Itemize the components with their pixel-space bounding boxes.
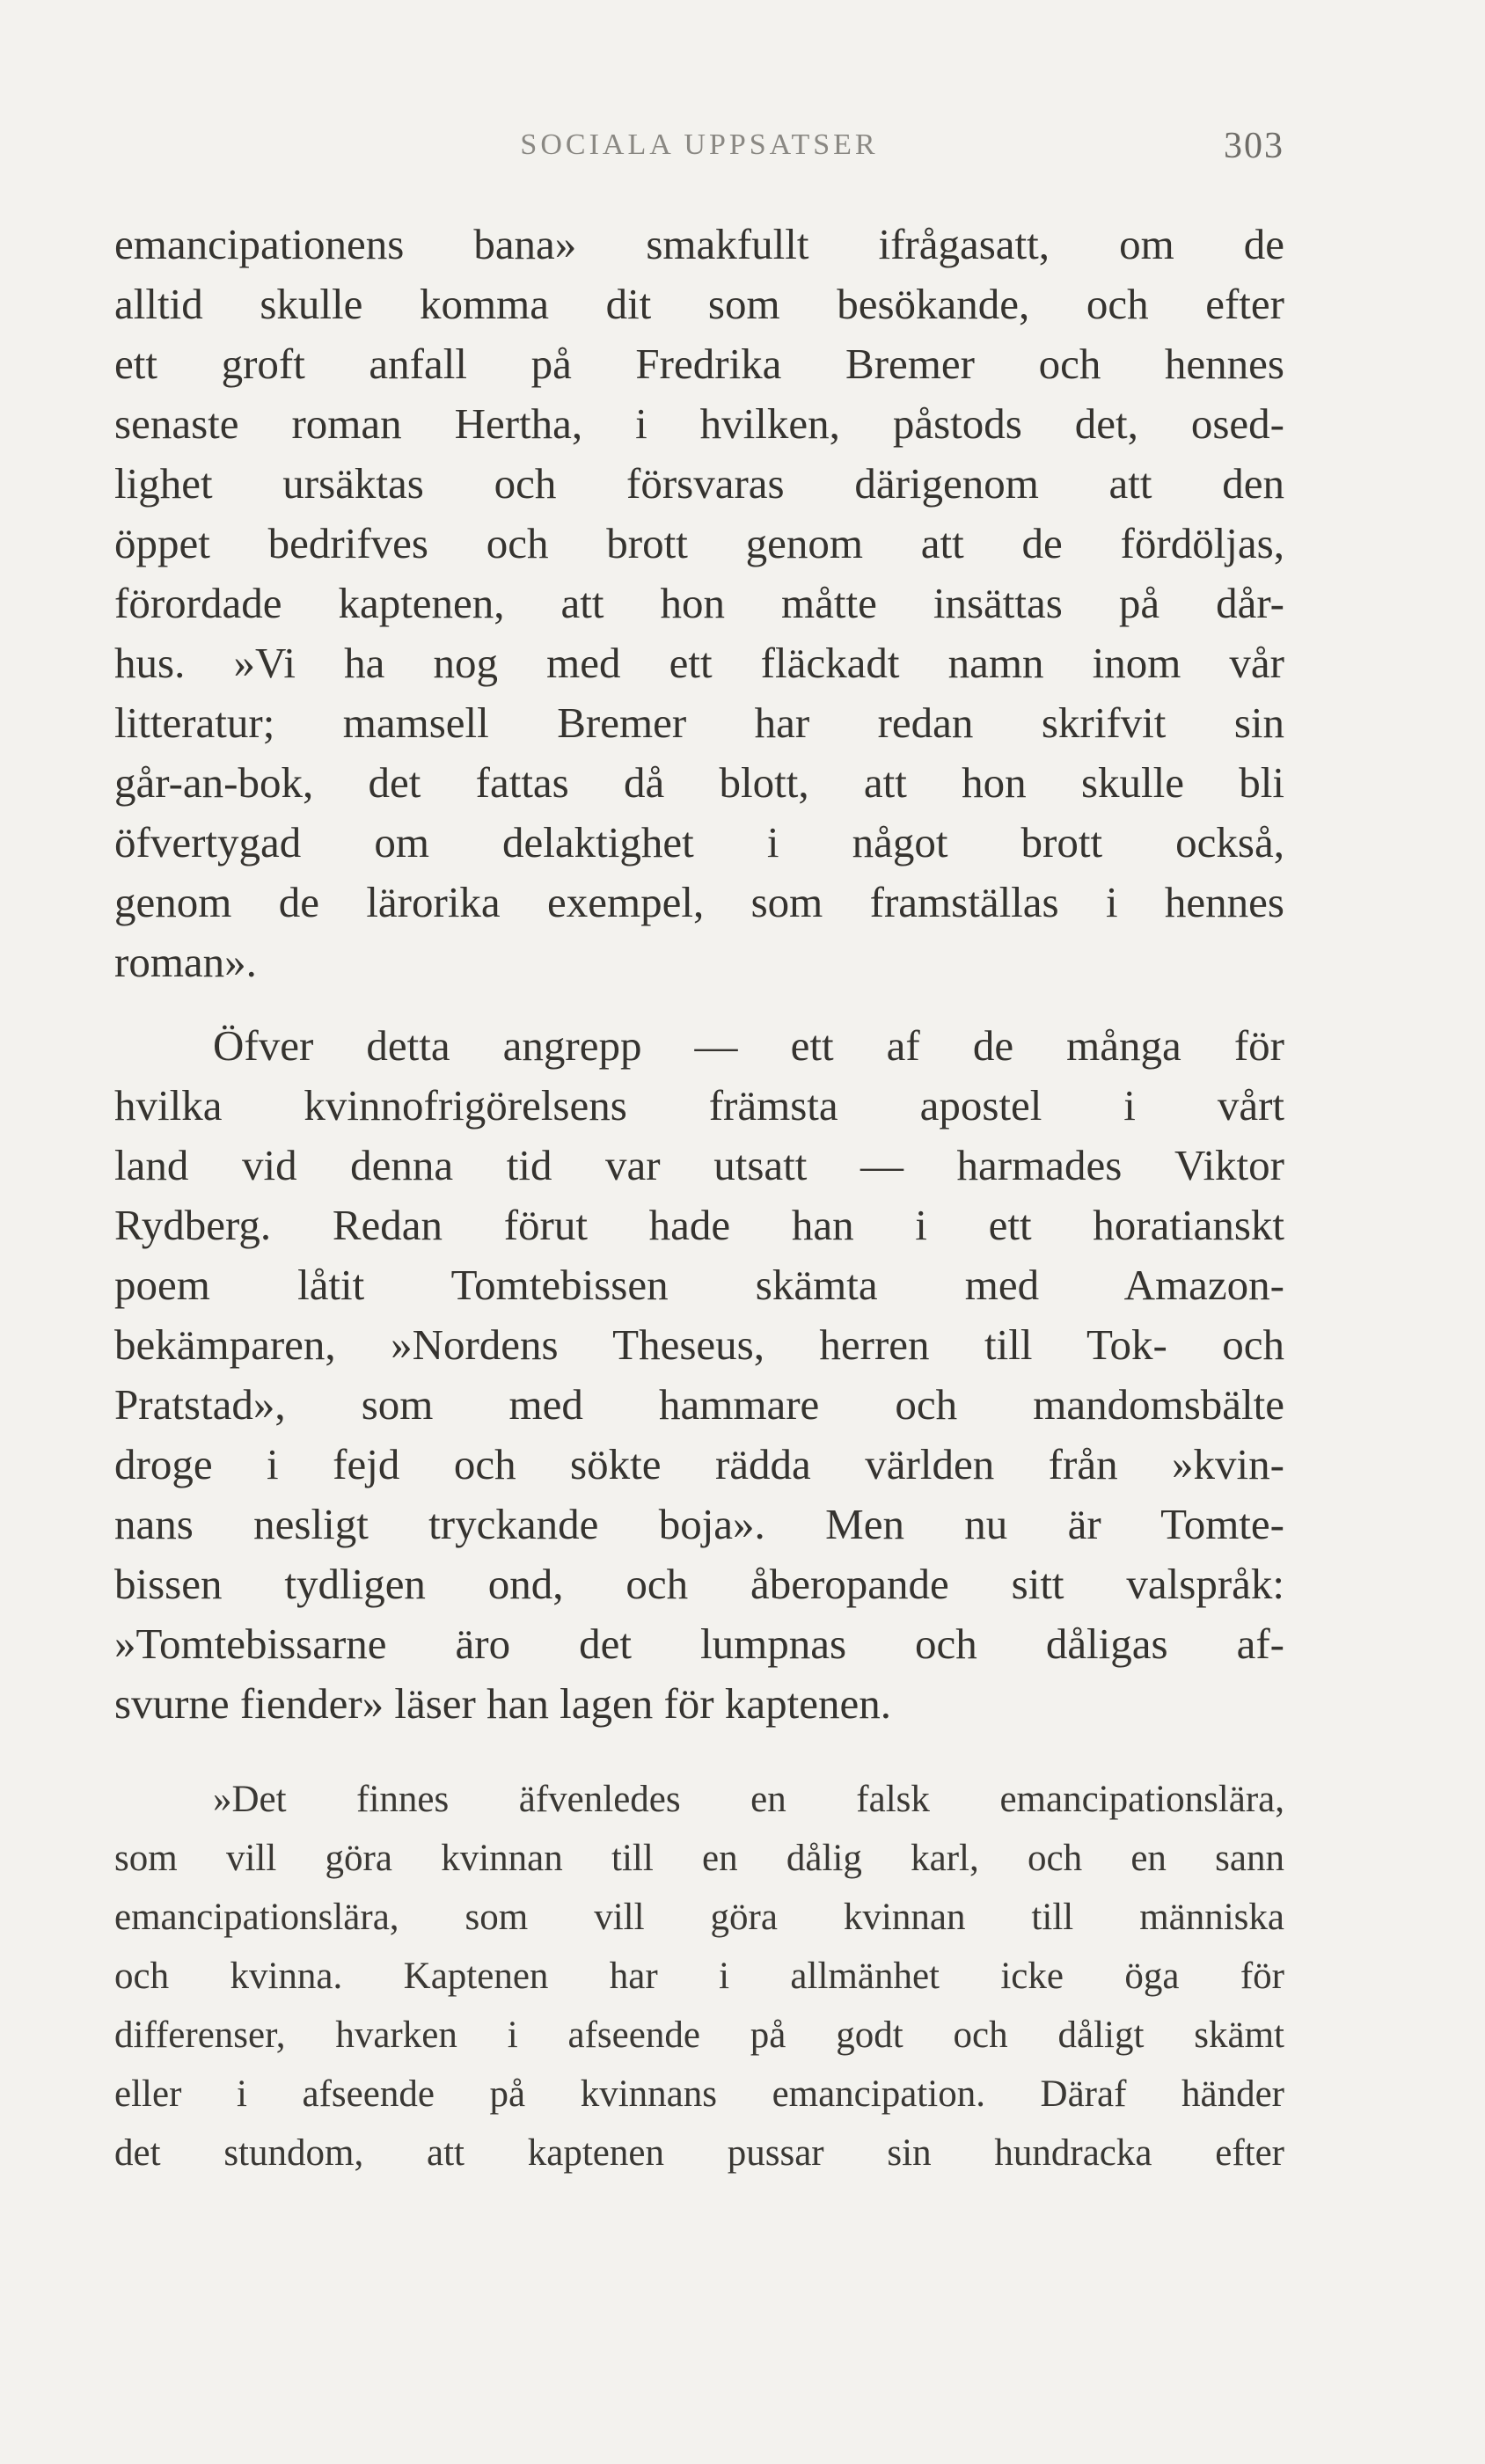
text-line: bekämparen, »Nordens Theseus, herren till Tok- och bbox=[114, 1320, 1284, 1369]
text-line: förordade kaptenen, att hon måtte insättas på dår- bbox=[114, 579, 1284, 627]
text-line: hvilka kvinnofrigörelsens främsta apostel i vårt bbox=[114, 1081, 1284, 1130]
paragraph-2 bbox=[114, 1016, 1284, 1734]
text-line: roman». bbox=[114, 938, 257, 986]
text-line: lighet ursäktas och försvaras därigenom att den bbox=[114, 459, 1284, 508]
text-line: det stundom, att kaptenen pussar sin hundracka efter bbox=[114, 2132, 1284, 2174]
text-line: droge i fejd och sökte rädda världen från »kvin- bbox=[114, 1440, 1284, 1488]
text-line: senaste roman Hertha, i hvilken, påstods det, osed- bbox=[114, 399, 1284, 448]
text-line: som vill göra kvinnan till en dålig karl, och en sann bbox=[114, 1838, 1284, 1879]
text-line: Pratstad», som med hammare och mandomsbälte bbox=[114, 1380, 1284, 1429]
text-line: eller i afseende på kvinnans emancipation. Däraf händer bbox=[114, 2073, 1284, 2115]
text-line: bissen tydligen ond, och åberopande sitt valspråk: bbox=[114, 1560, 1284, 1608]
text-line: svurne fiender» läser han lagen för kaptenen. bbox=[114, 1679, 891, 1728]
text-line: öppet bedrifves och brott genom att de fördöljas, bbox=[114, 519, 1284, 567]
text-line: differenser, hvarken i afseende på godt och dåligt skämt bbox=[114, 2014, 1284, 2056]
text-line: emancipationens bana» smakfullt ifrågasatt, om de bbox=[114, 220, 1284, 268]
running-title: SOCIALA UPPSATSER bbox=[520, 128, 879, 161]
text-line: hus. »Vi ha nog med ett fläckadt namn inom vår bbox=[114, 639, 1284, 687]
text-line: och kvinna. Kaptenen har i allmänhet icke öga för bbox=[114, 1956, 1284, 1997]
page-number: 303 bbox=[1224, 126, 1284, 166]
text-line: ett groft anfall på Fredrika Bremer och hennes bbox=[114, 340, 1284, 388]
text-line: öfvertygad om delaktighet i något brott också, bbox=[114, 818, 1284, 866]
text-line: poem låtit Tomtebissen skämta med Amazon- bbox=[114, 1261, 1284, 1309]
text-line: nans nesligt tryckande boja». Men nu är Tomte- bbox=[114, 1500, 1284, 1548]
text-line: »Tomtebissarne äro det lumpnas och dåligas af- bbox=[114, 1620, 1284, 1668]
text-line: Rydberg. Redan förut hade han i ett horatianskt bbox=[114, 1201, 1284, 1249]
quotation-block bbox=[114, 1770, 1284, 2183]
text-line: alltid skulle komma dit som besökande, och efter bbox=[114, 280, 1284, 328]
text-line: Öfver detta angrepp — ett af de många för bbox=[213, 1021, 1284, 1070]
text-line: emancipationslära, som vill göra kvinnan till människa bbox=[114, 1897, 1284, 1938]
paragraph-1 bbox=[114, 215, 1284, 992]
running-header bbox=[114, 121, 1284, 174]
text-line: land vid denna tid var utsatt — harmades Viktor bbox=[114, 1141, 1284, 1189]
text-line: litteratur; mamsell Bremer har redan skrifvit sin bbox=[114, 698, 1284, 747]
text-line: går-an-bok, det fattas då blott, att hon skulle bli bbox=[114, 758, 1284, 807]
text-line: »Det finnes äfvenledes en falsk emancipationslära, bbox=[213, 1779, 1284, 1820]
text-line: genom de lärorika exempel, som framställas i hennes bbox=[114, 878, 1284, 926]
